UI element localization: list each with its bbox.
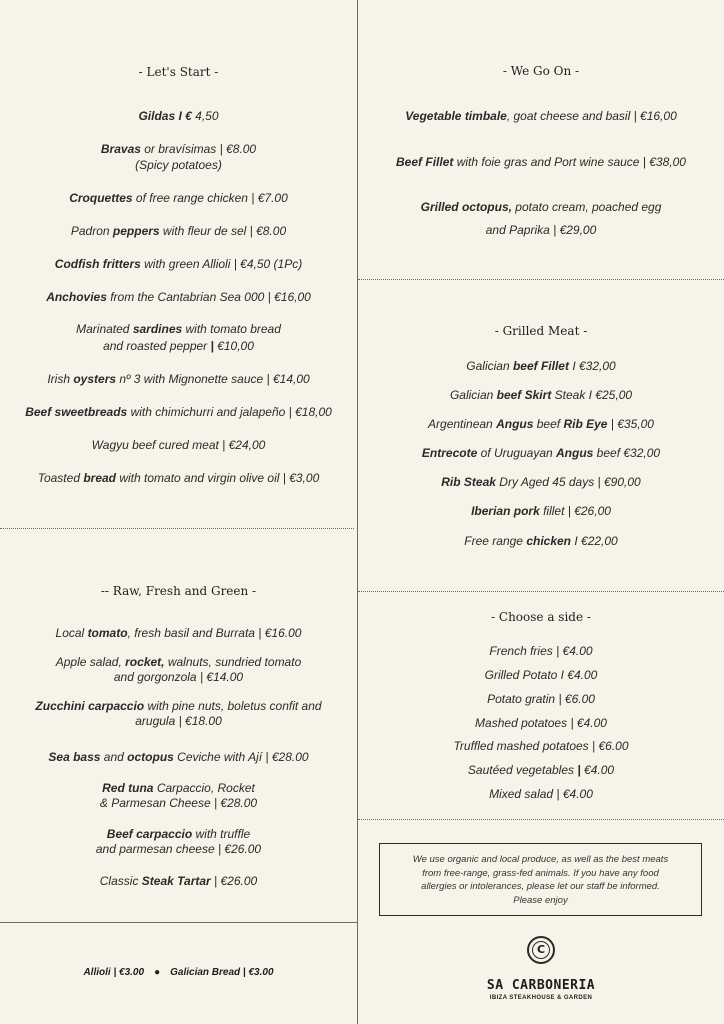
notice-line: allergies or intolerances, please let our staff be informed.: [421, 881, 660, 892]
side-item: French fries | €4.00: [489, 644, 593, 658]
side-item: Potato gratin | €6.00: [487, 692, 595, 706]
menu-item: Anchovies from the Cantabrian Sea 000 | €16,00: [46, 290, 311, 304]
section-title-grilled-meat: - Grilled Meat -: [494, 324, 588, 338]
allergy-notice-box: [379, 843, 702, 916]
menu-item: Apple salad, rocket, walnuts, sundried tomato: [55, 655, 302, 669]
side-item: Grilled Potato I €4.00: [484, 668, 598, 682]
logo-icon: [527, 936, 555, 964]
bullet-icon: ●: [154, 967, 161, 978]
menu-item: Vegetable timbale, goat cheese and basil | €16,00: [405, 109, 677, 123]
menu-item-cont: and Paprika | €29,00: [485, 223, 597, 237]
menu-item: Sea bass and octopus Ceviche with Ají | €28.00: [48, 750, 309, 764]
menu-item: Rib Steak Dry Aged 45 days | €90,00: [441, 475, 641, 489]
menu-item: Red tuna Carpaccio, Rocket: [102, 781, 255, 795]
divider-right-1: [358, 279, 724, 280]
menu-item: Gildas I € 4,50: [138, 109, 219, 123]
menu-item: Grilled octopus, potato cream, poached egg: [420, 200, 662, 214]
menu-item: Free range chicken I €22,00: [464, 534, 618, 548]
side-item: Sautéed vegetables | €4.00: [467, 763, 615, 777]
section-title-lets-start: - Let's Start -: [138, 65, 219, 79]
menu-item: Bravas or bravísimas | €8.00: [100, 142, 257, 156]
side-item: Mashed potatoes | €4.00: [475, 716, 607, 730]
divider-left-top: [0, 528, 354, 529]
menu-item: Argentinean Angus beef Rib Eye | €35,00: [428, 417, 654, 431]
menu-item-note: (Spicy potatoes): [135, 158, 222, 172]
divider-right-2: [358, 591, 724, 592]
menu-item: Classic Steak Tartar | €26.00: [99, 874, 258, 888]
section-title-raw-fresh-green: -- Raw, Fresh and Green -: [100, 584, 257, 598]
side-item: Mixed salad | €4.00: [489, 787, 593, 801]
notice-line: from free-range, grass-fed animals. If you have any food: [422, 867, 659, 879]
section-title-we-go-on: - We Go On -: [502, 64, 580, 78]
menu-item-cont: and gorgonzola | €14.00: [113, 670, 244, 684]
menu-item: Toasted bread with tomato and virgin olive oil | €3,00: [37, 471, 320, 485]
menu-item: Beef carpaccio with truffle: [106, 827, 251, 841]
notice-line: We use organic and local produce, as well as the best meats: [412, 854, 669, 865]
side-item: Truffled mashed potatoes | €6.00: [453, 739, 629, 753]
footer-galician-bread: Galician Bread | €3.00: [170, 967, 274, 978]
menu-item: Padron peppers with fleur de sel | €8.00: [70, 224, 287, 238]
brand-tagline: IBIZA STEAKHOUSE & GARDEN: [489, 995, 593, 1001]
footer-allioli: Allioli | €3.00: [83, 967, 145, 978]
menu-item: Local tomato, fresh basil and Burrata | €16.00: [55, 626, 302, 640]
menu-item: Croquettes of free range chicken | €7.00: [69, 191, 288, 205]
notice-line: Please enjoy: [513, 894, 568, 906]
menu-item: Codfish fritters with green Allioli | €4,50 (1Pc): [54, 257, 303, 271]
menu-item: Beef Fillet with foie gras and Port wine sauce | €38,00: [396, 155, 686, 169]
menu-item-cont: arugula | €18.00: [135, 714, 222, 728]
menu-item: Irish oysters nº 3 with Mignonette sauce | €14,00: [47, 372, 310, 386]
menu-item: Marinated sardines with tomato bread: [76, 322, 281, 336]
menu-item: Zucchini carpaccio with pine nuts, boletus confit and: [35, 699, 322, 713]
footer-extras: [0, 967, 357, 978]
logo-letter: C: [532, 941, 550, 959]
menu-item: Galician beef Skirt Steak I €25,00: [449, 388, 633, 402]
divider-right-3: [358, 819, 724, 820]
menu-item: Beef sweetbreads with chimichurri and jalapeño | €18,00: [25, 405, 332, 419]
section-title-choose-a-side: - Choose a side -: [491, 610, 591, 624]
menu-item: Iberian pork fillet | €26,00: [471, 504, 611, 518]
menu-item: Galician beef Fillet I €32,00: [466, 359, 616, 373]
divider-left-bottom: [0, 922, 357, 923]
menu-item-cont: & Parmesan Cheese | €28.00: [99, 796, 258, 810]
menu-item: Entrecote of Uruguayan Angus beef €32,00: [421, 446, 661, 460]
menu-item-cont: and roasted pepper | €10,00: [103, 339, 254, 353]
menu-item-cont: and parmesan cheese | €26.00: [95, 842, 262, 856]
brand-name: SA CARBONERIA: [486, 978, 596, 993]
menu-item: Wagyu beef cured meat | €24,00: [91, 438, 266, 452]
